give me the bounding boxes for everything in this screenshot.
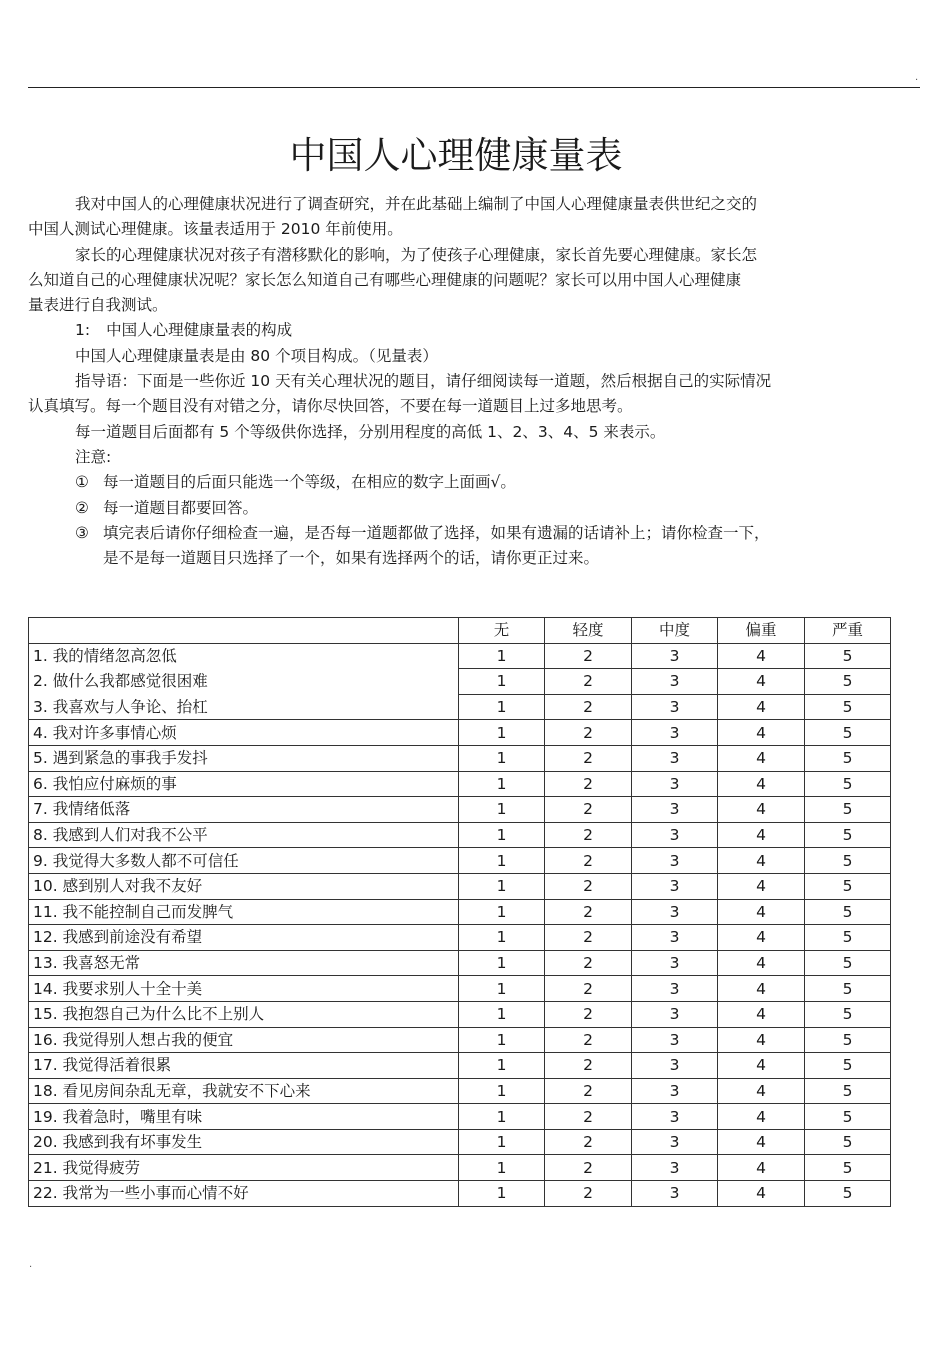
score-option-5[interactable]: 5 [805, 976, 891, 1002]
score-option-3[interactable]: 3 [632, 1104, 718, 1130]
table-row [29, 771, 891, 797]
score-option-2[interactable]: 2 [545, 976, 632, 1002]
question-cell: 6. 我怕应付麻烦的事 [29, 771, 459, 797]
score-option-1[interactable]: 1 [459, 848, 545, 874]
corner-dot-top: . [915, 72, 919, 83]
header-blank [29, 618, 459, 644]
score-option-5[interactable]: 5 [805, 899, 891, 925]
score-option-3[interactable]: 3 [632, 797, 718, 823]
score-option-3[interactable]: 3 [632, 1053, 718, 1079]
table-row [29, 797, 891, 823]
score-option-1[interactable]: 1 [459, 1053, 545, 1079]
score-option-2[interactable]: 2 [545, 1104, 632, 1130]
score-option-1[interactable]: 1 [459, 745, 545, 771]
table-row [29, 669, 891, 695]
header-severe-ish: 偏重 [718, 618, 805, 644]
composition-line: 中国人心理健康量表是由 80 个项目构成。（见量表） [75, 346, 438, 365]
score-option-1[interactable]: 1 [459, 899, 545, 925]
question-cell: 17. 我觉得活着很累 [29, 1053, 459, 1079]
score-option-4[interactable]: 4 [718, 1078, 805, 1104]
note-text: 每一道题目都要回答。 [103, 498, 259, 517]
score-option-5[interactable]: 5 [805, 1001, 891, 1027]
score-option-3[interactable]: 3 [632, 1078, 718, 1104]
question-cell: 1. 我的情绪忽高忽低 [29, 643, 459, 669]
score-option-3[interactable]: 3 [632, 976, 718, 1002]
score-option-3[interactable]: 3 [632, 1129, 718, 1155]
score-option-4[interactable]: 4 [718, 1027, 805, 1053]
notice-label: 注意: [75, 447, 112, 466]
score-option-4[interactable]: 4 [718, 1001, 805, 1027]
score-option-5[interactable]: 5 [805, 669, 891, 695]
table-row [29, 643, 891, 669]
score-option-1[interactable]: 1 [459, 797, 545, 823]
score-option-3[interactable]: 3 [632, 643, 718, 669]
score-option-1[interactable]: 1 [459, 1001, 545, 1027]
score-option-3[interactable]: 3 [632, 771, 718, 797]
score-option-4[interactable]: 4 [718, 669, 805, 695]
score-option-4[interactable]: 4 [718, 643, 805, 669]
note-text: 填完表后请你仔细检查一遍，是否每一道题都做了选择，如果有遗漏的话请补上；请你检查一下， [103, 523, 770, 542]
table-header-row [29, 618, 891, 644]
header-severe: 严重 [805, 618, 891, 644]
score-option-1[interactable]: 1 [459, 643, 545, 669]
score-option-3[interactable]: 3 [632, 848, 718, 874]
corner-dot-bottom: . [29, 1259, 33, 1270]
score-option-4[interactable]: 4 [718, 1053, 805, 1079]
score-option-2[interactable]: 2 [545, 873, 632, 899]
table-row [29, 976, 891, 1002]
table-row [29, 720, 891, 746]
score-option-5[interactable]: 5 [805, 745, 891, 771]
score-option-4[interactable]: 4 [718, 771, 805, 797]
intro-section [28, 192, 918, 571]
score-option-5[interactable]: 5 [805, 720, 891, 746]
score-option-5[interactable]: 5 [805, 1129, 891, 1155]
note-marker: ① [75, 473, 89, 492]
question-cell: 14. 我要求别人十全十美 [29, 976, 459, 1002]
score-option-2[interactable]: 2 [545, 745, 632, 771]
score-option-5[interactable]: 5 [805, 848, 891, 874]
score-option-2[interactable]: 2 [545, 1053, 632, 1079]
question-cell: 16. 我觉得别人想占我的便宜 [29, 1027, 459, 1053]
score-option-3[interactable]: 3 [632, 1027, 718, 1053]
score-option-5[interactable]: 5 [805, 1027, 891, 1053]
score-option-1[interactable]: 1 [459, 873, 545, 899]
score-option-2[interactable]: 2 [545, 1155, 632, 1181]
table-row [29, 950, 891, 976]
score-option-3[interactable]: 3 [632, 925, 718, 951]
score-option-4[interactable]: 4 [718, 899, 805, 925]
score-option-2[interactable]: 2 [545, 720, 632, 746]
score-option-5[interactable]: 5 [805, 771, 891, 797]
score-option-2[interactable]: 2 [545, 950, 632, 976]
score-option-1[interactable]: 1 [459, 720, 545, 746]
score-option-4[interactable]: 4 [718, 925, 805, 951]
note-item [28, 521, 918, 546]
intro-p1-line1: 我对中国人的心理健康状况进行了调查研究，并在此基础上编制了中国人心理健康量表供世纪之交的 [75, 195, 758, 213]
guide-line2: 认真填写。每一个题目没有对错之分，请你尽快回答，不要在每一道题目上过多地思考。 [28, 397, 633, 416]
table-row [29, 1129, 891, 1155]
question-cell: 11. 我不能控制自己而发脾气 [29, 899, 459, 925]
question-cell: 15. 我抱怨自己为什么比不上别人 [29, 1001, 459, 1027]
score-option-5[interactable]: 5 [805, 1181, 891, 1207]
note-item [28, 496, 918, 521]
score-option-5[interactable]: 5 [805, 1104, 891, 1130]
score-option-3[interactable]: 3 [632, 873, 718, 899]
question-cell: 19. 我着急时，嘴里有味 [29, 1104, 459, 1130]
table-row [29, 822, 891, 848]
score-option-2[interactable]: 2 [545, 1027, 632, 1053]
section-title: 中国人心理健康量表的构成 [106, 321, 293, 340]
score-option-3[interactable]: 3 [632, 669, 718, 695]
table-row [29, 873, 891, 899]
score-option-2[interactable]: 2 [545, 669, 632, 695]
table-row [29, 694, 891, 720]
question-cell: 10. 感到别人对我不友好 [29, 873, 459, 899]
score-option-4[interactable]: 4 [718, 720, 805, 746]
score-option-3[interactable]: 3 [632, 1155, 718, 1181]
score-option-4[interactable]: 4 [718, 1181, 805, 1207]
question-cell: 2. 做什么我都感觉很困难 [29, 669, 459, 695]
score-option-5[interactable]: 5 [805, 1155, 891, 1181]
table-row [29, 1181, 891, 1207]
question-cell: 8. 我感到人们对我不公平 [29, 822, 459, 848]
score-option-1[interactable]: 1 [459, 1129, 545, 1155]
score-option-5[interactable]: 5 [805, 694, 891, 720]
note-continuation: 是不是每一道题目只选择了一个，如果有选择两个的话，请你更正过来。 [103, 549, 600, 568]
score-option-3[interactable]: 3 [632, 720, 718, 746]
score-option-2[interactable]: 2 [545, 1078, 632, 1104]
table-row [29, 925, 891, 951]
score-option-2[interactable]: 2 [545, 797, 632, 823]
score-option-2[interactable]: 2 [545, 899, 632, 925]
score-option-1[interactable]: 1 [459, 669, 545, 695]
score-option-3[interactable]: 3 [632, 694, 718, 720]
table-body [29, 643, 891, 1206]
table-row [29, 899, 891, 925]
score-option-2[interactable]: 2 [545, 925, 632, 951]
score-option-5[interactable]: 5 [805, 643, 891, 669]
score-option-5[interactable]: 5 [805, 950, 891, 976]
header-mild: 轻度 [545, 618, 632, 644]
guide-line1: 指导语：下面是一些你近 10 天有关心理状况的题目，请仔细阅读每一道题，然后根据自己的实际情况 [75, 372, 772, 391]
header-rule [28, 87, 920, 88]
score-option-4[interactable]: 4 [718, 797, 805, 823]
score-option-1[interactable]: 1 [459, 976, 545, 1002]
score-option-4[interactable]: 4 [718, 976, 805, 1002]
score-option-4[interactable]: 4 [718, 745, 805, 771]
section-heading [28, 318, 918, 343]
question-cell: 18. 看见房间杂乱无章，我就安不下心来 [29, 1078, 459, 1104]
intro-p2-line3: 量表进行自我测试。 [28, 296, 168, 315]
score-option-3[interactable]: 3 [632, 950, 718, 976]
scale-table-wrapper [28, 617, 891, 1207]
score-option-3[interactable]: 3 [632, 1001, 718, 1027]
table-row [29, 848, 891, 874]
score-option-2[interactable]: 2 [545, 1001, 632, 1027]
note-marker: ② [75, 498, 89, 517]
score-option-4[interactable]: 4 [718, 822, 805, 848]
note-item [28, 470, 918, 495]
score-option-2[interactable]: 2 [545, 1129, 632, 1155]
question-cell: 13. 我喜怒无常 [29, 950, 459, 976]
score-option-1[interactable]: 1 [459, 1078, 545, 1104]
score-option-4[interactable]: 4 [718, 1155, 805, 1181]
score-option-5[interactable]: 5 [805, 1078, 891, 1104]
score-option-1[interactable]: 1 [459, 1027, 545, 1053]
score-option-5[interactable]: 5 [805, 797, 891, 823]
score-option-4[interactable]: 4 [718, 950, 805, 976]
score-option-4[interactable]: 4 [718, 1104, 805, 1130]
score-option-4[interactable]: 4 [718, 873, 805, 899]
intro-p2-line1: 家长的心理健康状况对孩子有潜移默化的影响，为了使孩子心理健康，家长首先要心理健康。家长怎 [75, 245, 758, 264]
header-moderate: 中度 [632, 618, 718, 644]
note-marker: ③ [75, 523, 89, 542]
question-cell: 20. 我感到我有坏事发生 [29, 1129, 459, 1155]
note-text: 每一道题目的后面只能选一个等级，在相应的数字上面画√。 [103, 473, 516, 492]
intro-p1-line2: 中国人测试心理健康。该量表适用于 2010 年前使用。 [28, 220, 403, 239]
table-row [29, 1104, 891, 1130]
table-row [29, 745, 891, 771]
score-option-2[interactable]: 2 [545, 643, 632, 669]
score-option-1[interactable]: 1 [459, 1104, 545, 1130]
question-cell: 5. 遇到紧急的事我手发抖 [29, 745, 459, 771]
score-option-2[interactable]: 2 [545, 694, 632, 720]
score-option-4[interactable]: 4 [718, 1129, 805, 1155]
intro-p2-line2: 么知道自己的心理健康状况呢？家长怎么知道自己有哪些心理健康的问题呢？家长可以用中国人心理健康 [28, 270, 742, 289]
score-option-3[interactable]: 3 [632, 1181, 718, 1207]
table-row [29, 1078, 891, 1104]
score-option-1[interactable]: 1 [459, 1155, 545, 1181]
score-option-2[interactable]: 2 [545, 771, 632, 797]
score-option-5[interactable]: 5 [805, 873, 891, 899]
header-none: 无 [459, 618, 545, 644]
score-option-3[interactable]: 3 [632, 822, 718, 848]
table-row [29, 1001, 891, 1027]
score-option-2[interactable]: 2 [545, 1181, 632, 1207]
score-option-1[interactable]: 1 [459, 925, 545, 951]
score-option-1[interactable]: 1 [459, 950, 545, 976]
question-cell: 7. 我情绪低落 [29, 797, 459, 823]
levels-line: 每一道题目后面都有 5 个等级供你选择，分别用程度的高低 1、2、3、4、5 来表示。 [75, 422, 666, 441]
score-option-1[interactable]: 1 [459, 822, 545, 848]
score-option-5[interactable]: 5 [805, 822, 891, 848]
question-cell: 9. 我觉得大多数人都不可信任 [29, 848, 459, 874]
question-cell: 21. 我觉得疲劳 [29, 1155, 459, 1181]
table-row [29, 1027, 891, 1053]
table-row [29, 1053, 891, 1079]
question-cell: 22. 我常为一些小事而心情不好 [29, 1181, 459, 1207]
question-cell: 3. 我喜欢与人争论、抬杠 [29, 694, 459, 720]
scale-table [28, 617, 891, 1207]
score-option-1[interactable]: 1 [459, 694, 545, 720]
score-option-5[interactable]: 5 [805, 1053, 891, 1079]
score-option-2[interactable]: 2 [545, 848, 632, 874]
score-option-1[interactable]: 1 [459, 771, 545, 797]
question-cell: 4. 我对许多事情心烦 [29, 720, 459, 746]
score-option-5[interactable]: 5 [805, 925, 891, 951]
score-option-3[interactable]: 3 [632, 899, 718, 925]
score-option-1[interactable]: 1 [459, 1181, 545, 1207]
score-option-2[interactable]: 2 [545, 822, 632, 848]
table-row [29, 1155, 891, 1181]
score-option-3[interactable]: 3 [632, 745, 718, 771]
section-number: 1: [75, 321, 91, 340]
score-option-4[interactable]: 4 [718, 848, 805, 874]
question-cell: 12. 我感到前途没有希望 [29, 925, 459, 951]
page-title: 中国人心理健康量表 [289, 134, 623, 177]
score-option-4[interactable]: 4 [718, 694, 805, 720]
